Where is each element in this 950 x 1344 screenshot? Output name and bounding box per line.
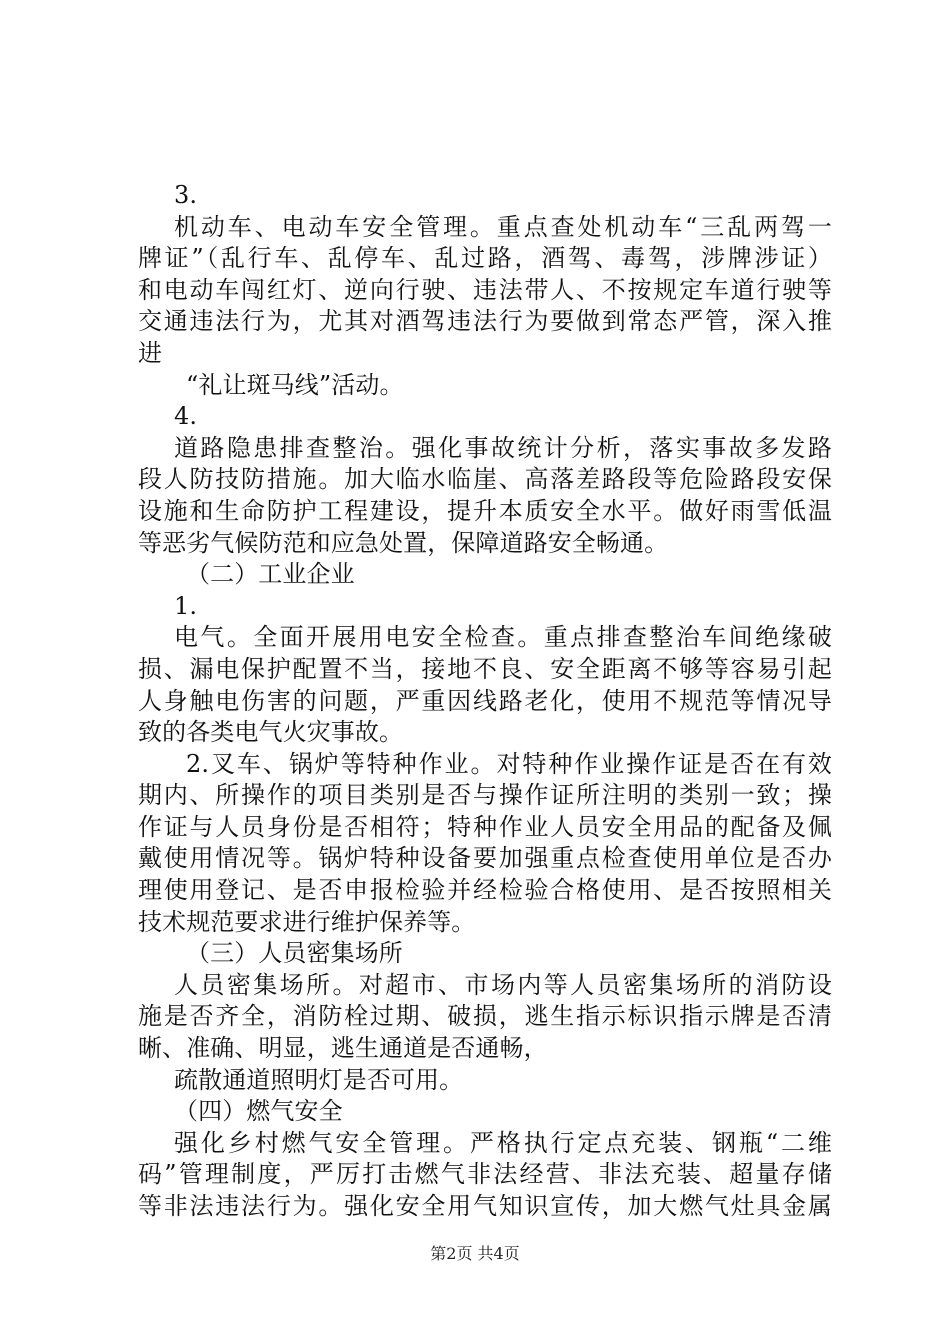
- paragraph-line: 和电动车闯红灯、逆向行驶、违法带人、不按规定车道行驶等: [138, 275, 832, 304]
- paragraph-line: 戴使用情况等。锅炉特种设备要加强重点检查使用单位是否办: [138, 844, 832, 873]
- paragraph-line: 人身触电伤害的问题，严重因线路老化，使用不规范等情况导: [138, 686, 832, 715]
- paragraph-line: 等非法违法行为。强化安全用气知识宣传，加大燃气灶具金属: [138, 1192, 832, 1220]
- paragraph-line: 作证与人员身份是否相符；特种作业人员安全用品的配备及佩: [138, 812, 832, 841]
- paragraph-line: 技术规范要求进行维护保养等。: [138, 907, 476, 936]
- paragraph-line: 施是否齐全，消防栓过期、破损，逃生指示标识指示牌是否清: [138, 1002, 832, 1031]
- page-number-footer: 第2页 共4页: [430, 1244, 520, 1263]
- paragraph-line: 理使用登记、是否申报检验并经检验合格使用、是否按照相关: [138, 876, 832, 905]
- section-heading: （三）人员密集场所: [186, 939, 403, 968]
- paragraph-line: 致的各类电气火灾事故。: [138, 718, 404, 747]
- paragraph-line: 人员密集场所。对超市、市场内等人员密集场所的消防设: [174, 970, 832, 999]
- paragraph-line: 疏散通道照明灯是否可用。: [174, 1065, 464, 1094]
- paragraph-line: 期内、所操作的项目类别是否与操作证所注明的类别一致；操: [138, 781, 832, 810]
- paragraph-line: 段人防技防措施。加大临水临崖、高落差路段等危险路段安保: [138, 465, 832, 494]
- paragraph-line: 牌证”（乱行车、乱停车、乱过路，酒驾、毒驾，涉牌涉证）: [138, 244, 832, 273]
- item-number-4: 4.: [174, 402, 198, 431]
- paragraph-line: 设施和生命防护工程建设，提升本质安全水平。做好雨雪低温: [138, 496, 832, 525]
- document-body: [138, 180, 832, 1223]
- item-number-1: 1.: [174, 591, 198, 620]
- paragraph-line: 机动车、电动车安全管理。重点查处机动车“三乱两驾一: [174, 212, 832, 241]
- paragraph-line: “礼让斑马线”活动。: [186, 370, 404, 399]
- paragraph-line: 进: [138, 338, 163, 367]
- paragraph-line: 强化乡村燃气安全管理。严格执行定点充装、钢瓶“二维: [174, 1128, 832, 1157]
- paragraph-line: 2.叉车、锅炉等特种作业。对特种作业操作证是否在有效: [186, 749, 832, 778]
- item-number-3: 3.: [174, 181, 198, 209]
- paragraph-line: 码”管理制度，严厉打击燃气非法经营、非法充装、超量存储: [138, 1160, 832, 1189]
- paragraph-line: 等恶劣气候防范和应急处置，保障道路安全畅通。: [138, 528, 669, 557]
- paragraph-line: 交通违法行为，尤其对酒驾违法行为要做到常态严管，深入推: [138, 307, 832, 336]
- section-heading: （二）工业企业: [186, 560, 355, 589]
- paragraph-line: 道路隐患排查整治。强化事故统计分析，落实事故多发路: [174, 433, 832, 462]
- paragraph-line: 电气。全面开展用电安全检查。重点排查整治车间绝缘破: [174, 623, 832, 652]
- section-heading: （四）燃气安全: [174, 1097, 343, 1126]
- paragraph-line: 损、漏电保护配置不当，接地不良、安全距离不够等容易引起: [138, 654, 832, 683]
- paragraph-line: 晰、准确、明显，逃生通道是否通畅，: [138, 1034, 548, 1063]
